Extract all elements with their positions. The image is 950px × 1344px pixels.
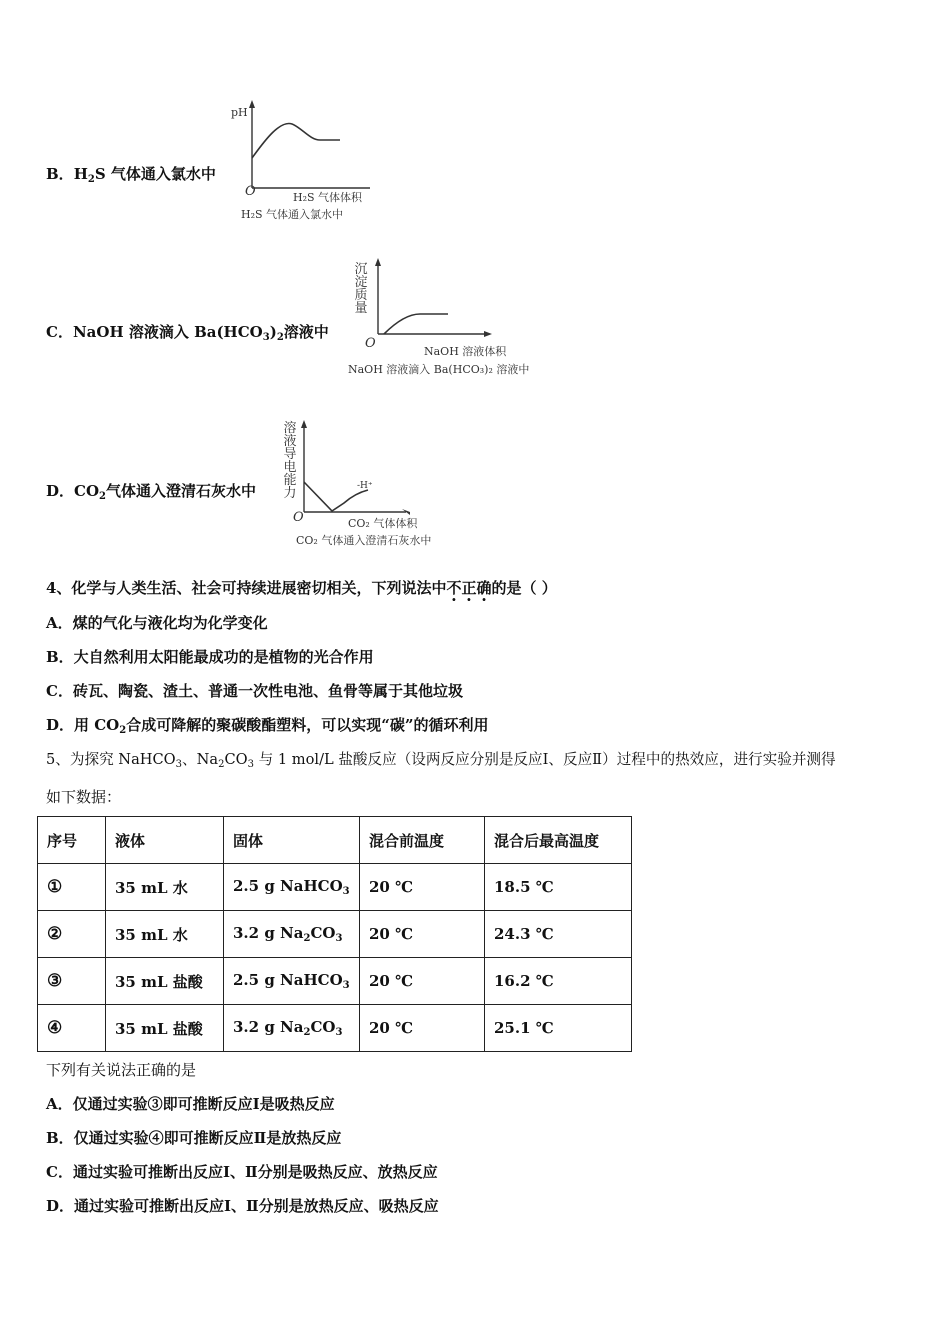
- figure-d-graph: [296, 418, 426, 518]
- q4-option-b: B．大自然利用太阳能最成功的是植物的光合作用: [46, 648, 374, 666]
- figure-b-graph: [240, 98, 380, 198]
- table-row: ④ 35 mL 盐酸 3.2 g $Na_2CO_3$ 20 ℃ 25.1 ℃: [38, 1005, 632, 1052]
- q5-option-b: B．仅通过实验④即可推断反应Ⅱ是放热反应: [46, 1129, 342, 1147]
- ph-curve: [252, 123, 340, 158]
- precipitate-curve: [384, 314, 448, 334]
- q5-option-d: D．通过实验可推断出反应Ⅰ、Ⅱ分别是放热反应、吸热反应: [46, 1197, 439, 1215]
- q5-follow: 下列有关说法正确的是: [46, 1061, 197, 1079]
- option-d-label: D．: [46, 482, 75, 500]
- figure-c: [368, 256, 498, 341]
- q4-option-d: D．用 $CO_2$合成可降解的聚碳酸酯塑料，可以实现“碳”的循环利用: [46, 716, 489, 736]
- figure-c-graph: [368, 256, 498, 341]
- header-solid: 固体: [224, 817, 360, 864]
- figure-b-origin: O: [245, 184, 256, 199]
- figure-b-caption: H₂S 气体通入氯水中: [241, 208, 344, 221]
- figure-d-origin: O: [293, 510, 304, 525]
- q5-option-c: C．通过实验可推断出反应Ⅰ、Ⅱ分别是吸热反应、放热反应: [46, 1163, 438, 1181]
- header-liquid: 液体: [106, 817, 224, 864]
- table-row: ③ 35 mL 盐酸 2.5 g NaHCO$_3$ 20 ℃ 16.2 ℃: [38, 958, 632, 1005]
- figure-c-ylabel: 沉 淀 质 量: [354, 262, 368, 316]
- table-header-row: [38, 817, 632, 864]
- figure-b-xlabel: H₂S 气体体积: [293, 191, 363, 204]
- figure-d-xlabel: CO₂ 气体体积: [348, 517, 418, 530]
- q5-option-a: A．仅通过实验③即可推断反应Ⅰ是吸热反应: [46, 1095, 335, 1113]
- option-d: D．$CO_2$气体通入澄清石灰水中: [46, 482, 257, 502]
- figure-c-xlabel: NaOH 溶液体积: [424, 345, 507, 358]
- q4-option-a: A．煤的气化与液化均为化学变化: [46, 614, 268, 632]
- figure-b-ylabel: pH: [231, 106, 248, 119]
- figure-c-origin: O: [365, 336, 376, 351]
- header-temp-before: 混合前温度: [360, 817, 485, 864]
- table-row: ② 35 mL 水 3.2 g $Na_2CO_3$ 20 ℃ 24.3 ℃: [38, 911, 632, 958]
- figure-c-caption: NaOH 溶液滴入 Ba(HCO₃)₂ 溶液中: [348, 363, 530, 376]
- option-b: B．$H_2S$ 气体通入氯水中: [46, 165, 216, 185]
- option-c: C．NaOH 溶液滴入 $Ba(HCO_3)_2$溶液中: [46, 323, 329, 343]
- q5-stem-line1: 5、为探究 NaHCO$_3$、$Na_2CO_3$ 与 1 mol/L 盐酸反应（设两反应分别是反应Ⅰ、反应Ⅱ）过程中的热效应，进行实验并测得: [46, 751, 836, 770]
- option-c-label: C．: [46, 323, 73, 341]
- option-b-label: B．: [46, 165, 74, 183]
- header-temp-after: 混合后最高温度: [485, 817, 632, 864]
- table-row: ① 35 mL 水 2.5 g NaHCO$_3$ 20 ℃ 18.5 ℃: [38, 864, 632, 911]
- q4-option-c: C．砖瓦、陶瓷、渣土、普通一次性电池、鱼骨等属于其他垃圾: [46, 682, 463, 700]
- q5-stem-line2: 如下数据：: [46, 788, 122, 806]
- header-no: 序号: [38, 817, 106, 864]
- figure-b: [240, 98, 380, 198]
- q4-stem: 4、化学与人类生活、社会可持续进展密切相关，下列说法中不正确的是（ ）: [46, 579, 557, 597]
- figure-d-ylabel: 溶 液 导 电 能 力: [283, 421, 297, 501]
- figure-d: [296, 418, 426, 518]
- data-table: [37, 816, 632, 1052]
- figure-d-curve-note: -H⁺: [357, 481, 373, 491]
- figure-d-caption: CO₂ 气体通入澄清石灰水中: [296, 534, 432, 547]
